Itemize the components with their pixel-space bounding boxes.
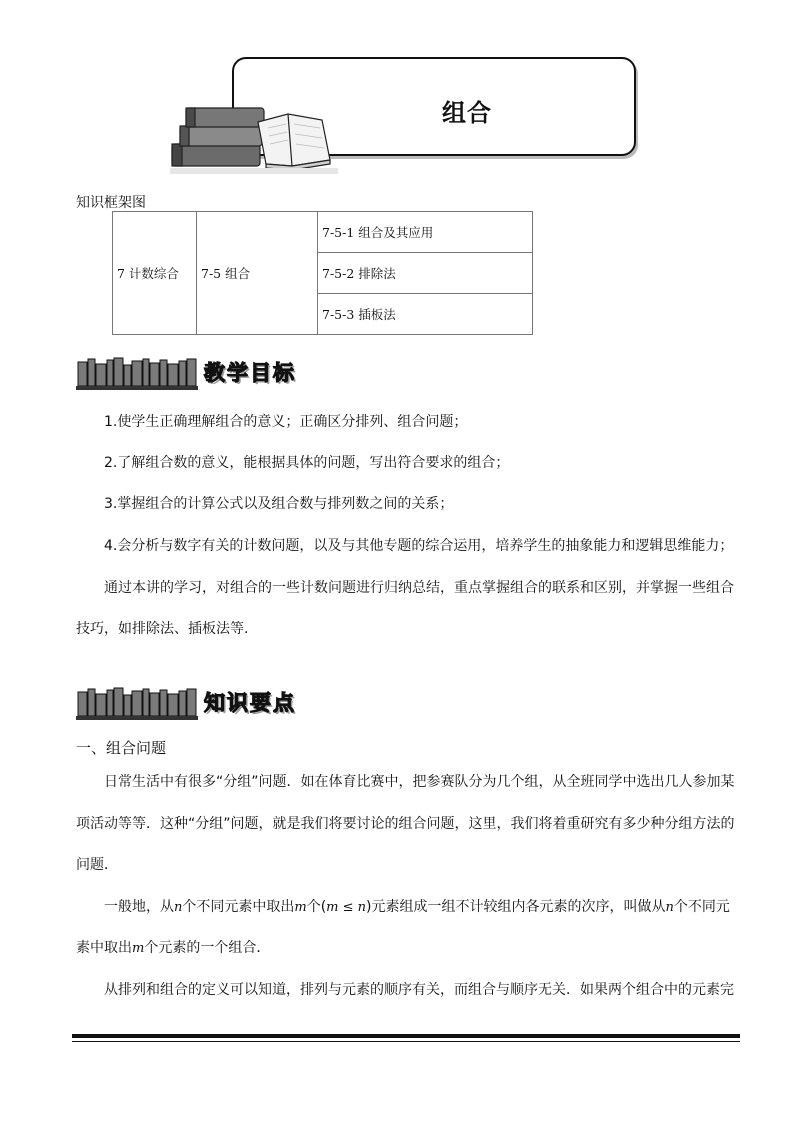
summary-line: 技巧，如排除法、插板法等. xyxy=(76,621,249,637)
paragraph-line: 从排列和组合的定义可以知道，排列与元素的顺序有关，而组合与顺序无关．如果两个组合中的元素完 xyxy=(104,982,734,998)
var-n: n xyxy=(174,900,183,915)
framework-level1: 7 计数综合 xyxy=(113,212,197,335)
books-icon xyxy=(170,104,340,176)
objective-item: 2.了解组合数的意义，能根据具体的问题，写出符合要求的组合； xyxy=(104,455,510,471)
footer-rule xyxy=(72,1034,740,1038)
framework-level2: 7-5 组合 xyxy=(197,212,318,335)
framework-item: 7-5-3 插板法 xyxy=(318,294,533,335)
knowledge-banner xyxy=(76,686,316,720)
framework-item: 7-5-2 排除法 xyxy=(318,253,533,294)
objectives-banner xyxy=(76,356,316,390)
var-m: m xyxy=(294,900,307,915)
objectives-heading: 教学目标 xyxy=(204,361,296,385)
definition-line: 素中取出m个元素的一个组合． xyxy=(76,940,271,956)
objective-item: 3.掌握组合的计算公式以及组合数与排列数之间的关系； xyxy=(104,496,454,512)
page-title: 组合 xyxy=(442,99,492,127)
objective-item: 1.使学生正确理解组合的意义；正确区分排列、组合问题； xyxy=(104,414,468,430)
var-n: n xyxy=(665,900,674,915)
framework-item: 7-5-1 组合及其应用 xyxy=(318,212,533,253)
knowledge-heading: 知识要点 xyxy=(204,691,296,715)
framework-label: 知识框架图 xyxy=(76,195,146,211)
framework-table xyxy=(112,211,533,335)
paragraph-line: 项活动等等．这种“分组”问题，就是我们将要讨论的组合问题，这里，我们将着重研究有多少种分组方法的 xyxy=(76,816,735,832)
bookshelf-icon xyxy=(76,356,198,390)
paragraph-line: 日常生活中有很多“分组”问题．如在体育比赛中，把参赛队分为几个组，从全班同学中选出几人参加某 xyxy=(104,774,735,790)
footer-rule xyxy=(72,1041,740,1042)
summary-line: 通过本讲的学习，对组合的一些计数问题进行归纳总结，重点掌握组合的联系和区别，并掌握一些组合 xyxy=(104,580,734,596)
definition-line: 一般地，从n个不同元素中取出m个(m ≤ n)元素组成一组不计较组内各元素的次序，叫做从n个不同元 xyxy=(104,899,730,915)
var-m: m xyxy=(132,941,145,956)
paragraph-line: 问题． xyxy=(76,857,118,873)
objective-item: 4.会分析与数字有关的计数问题，以及与其他专题的综合运用，培养学生的抽象能力和逻辑思维能力； xyxy=(104,538,734,554)
condition-m-le-n: m ≤ n xyxy=(326,900,367,915)
bookshelf-icon xyxy=(76,686,198,720)
section-title: 一、组合问题 xyxy=(76,739,167,757)
